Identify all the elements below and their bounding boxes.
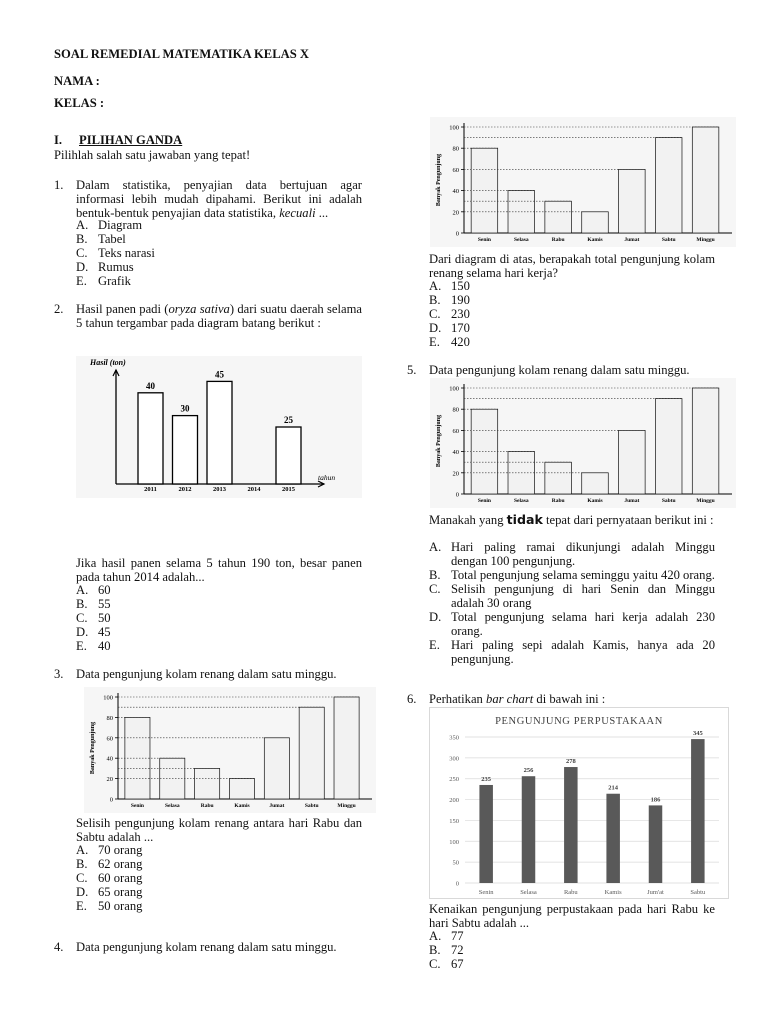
bar [173,416,198,484]
y-tick-label: 100 [103,694,113,702]
bar [276,427,301,484]
question-text-part: ... [318,206,329,220]
question-text [429,692,729,706]
question-text: Data pengunjung kolam renang dalam satu minggu. [76,667,337,681]
option-text: 50 orang [98,899,143,913]
q2-options [76,583,362,653]
option-letter: A. [76,218,89,232]
option[interactable] [76,246,362,260]
section-number: I. [54,133,63,147]
bar [471,148,498,233]
option-letter: C. [76,611,88,625]
question-followup [429,513,715,527]
option-letter: C. [429,307,441,321]
x-tick-label: 2011 [144,486,157,493]
option-letter: C. [76,246,88,260]
y-tick-label: 20 [106,776,113,784]
option-letter: B. [76,232,88,246]
y-tick-label: 80 [106,714,113,722]
question-text: Data pengunjung kolam renang dalam satu minggu. [76,940,337,954]
x-tick-label: Jum'at [647,889,664,896]
bar [545,201,572,233]
question-number: 2. [54,302,64,316]
question-followup: Kenaikan pengunjung perpustakaan pada hari Rabu ke hari Sabtu adalah ... [429,902,715,930]
x-tick-label: Jumat [624,237,640,243]
option[interactable] [76,274,362,288]
option[interactable] [429,293,715,307]
bar [691,739,705,883]
x-tick-label: Sabtu [661,237,676,243]
option-text: Diagram [98,218,143,232]
y-tick-label: 350 [449,734,459,742]
option[interactable] [429,540,715,568]
option-letter: D. [429,321,442,335]
option-letter: D. [76,260,89,274]
question-text-part: Dalam statistika, penyajian data bertujuan agar informasi lebih mudah dipahami. Berikut ini adalah bentuk-bentuk penyajian data statistika, [76,178,362,220]
perpustakaan-bar-chart [429,707,729,899]
x-axis-label: tahun [318,473,336,482]
option[interactable] [76,583,362,597]
question-text-emphasis: tidak [506,512,543,527]
y-tick-label: 20 [452,470,459,478]
option[interactable] [76,625,362,639]
option-letter: A. [429,929,442,943]
question-followup: Jika hasil panen selama 5 tahun 190 ton, besar panen pada tahun 2014 adalah... [76,556,362,584]
question-text-emphasis: oryza sativa [168,302,230,316]
bar [195,768,220,799]
question-number: 3. [54,667,64,681]
x-tick-label: Minggu [696,237,715,243]
question-text-part: Perhatikan [429,692,483,706]
option-text: 55 [98,597,111,611]
option-letter: B. [76,857,88,871]
x-tick-label: Senin [477,498,492,504]
x-tick-label: Senin [478,889,494,896]
y-tick-label: 40 [452,188,459,196]
option-letter: C. [429,957,441,971]
question-text-emphasis: bar chart [486,692,534,706]
y-tick-label: 80 [452,406,459,414]
option[interactable] [76,611,362,625]
y-tick-label: 80 [452,145,459,153]
chart-background [430,708,729,899]
x-tick-label: Kamis [234,803,250,809]
kelas-label: KELAS : [54,96,105,110]
bar [471,409,498,494]
option-text: 60 orang [98,871,143,885]
option-text: Hari paling sepi adalah Kamis, hanya ada 20 pengunjung. [451,638,715,666]
q3-options [76,843,362,913]
option-letter: C. [429,582,441,596]
y-tick-label: 20 [452,209,459,217]
data-label: 278 [565,758,576,766]
option-text: 65 orang [98,885,143,899]
q6-options [429,929,715,971]
kolam-bar-chart [430,117,736,247]
option-text: Teks narasi [98,246,155,260]
option-letter: E. [429,638,440,652]
option-text: 72 [451,943,464,957]
option-letter: A. [76,583,89,597]
y-tick-label: 250 [449,776,459,784]
y-tick-label: 60 [452,427,459,435]
question-text-part: di bawah ini : [536,692,606,706]
nama-label: NAMA : [54,74,100,88]
option-text: Tabel [98,232,126,246]
option-text: Grafik [98,274,131,288]
option[interactable] [76,871,362,885]
option[interactable] [429,929,715,943]
option-text: Total pengunjung selama hari kerja adalah 230 orang. [451,610,715,638]
x-tick-label: Minggu [696,498,715,504]
x-tick-label: Selasa [164,803,180,809]
y-axis-label: Banyak Pengunjung [436,414,442,468]
question-text-emphasis: kecuali [279,206,316,220]
bar [619,430,646,494]
bar [564,767,578,883]
kolam-bar-chart [84,687,376,813]
option[interactable] [76,639,362,653]
question-text-part: Manakah yang [429,513,504,527]
option-letter: E. [429,335,440,349]
option-text: 40 [98,639,111,653]
bar [655,399,682,494]
option-letter: A. [429,540,442,554]
option[interactable] [76,218,362,232]
option-text: 62 orang [98,857,143,871]
x-tick-label: Rabu [563,889,578,896]
option[interactable] [76,857,362,871]
option[interactable] [76,597,362,611]
x-tick-label: Rabu [551,237,565,243]
question-number: 6. [407,692,417,706]
option[interactable] [429,279,715,293]
x-tick-label: Minggu [337,803,356,809]
data-label: 30 [180,403,190,414]
y-tick-label: 0 [109,796,113,804]
option-letter: C. [76,871,88,885]
data-label: 214 [608,784,619,792]
question-text-part: Hasil panen padi ( [76,302,169,316]
option-text: 60 [98,583,111,597]
option[interactable] [429,582,715,610]
option[interactable] [76,843,362,857]
option-text: 230 [451,307,470,321]
x-tick-label: Kamis [604,889,622,896]
x-tick-label: Selasa [513,498,529,504]
q1-options [76,218,362,288]
y-tick-label: 100 [449,124,459,132]
x-tick-label: Rabu [200,803,214,809]
option[interactable] [429,568,715,582]
option[interactable] [76,232,362,246]
section-instruction: Pilihlah salah satu jawaban yang tepat! [54,148,251,162]
x-tick-label: 2014 [247,486,261,493]
y-tick-label: 40 [452,449,459,457]
y-tick-label: 100 [449,385,459,393]
option-letter: D. [76,625,89,639]
data-label: 45 [215,369,224,380]
x-tick-label: 2015 [282,486,295,493]
option-text: 150 [451,279,470,293]
option[interactable] [429,307,715,321]
bar [582,212,609,233]
option-text: 67 [451,957,464,971]
bar [582,473,609,494]
x-tick-label: Sabtu [661,498,676,504]
y-tick-label: 0 [455,491,459,499]
data-label: 235 [481,775,492,783]
y-axis-label: Banyak Pengunjung [90,721,96,775]
option-text: 77 [451,929,464,943]
option-text: 170 [451,321,470,335]
y-tick-label: 0 [455,880,459,888]
data-label: 256 [523,767,534,775]
y-tick-label: 200 [449,797,459,805]
option-letter: E. [76,639,87,653]
x-tick-label: Jumat [269,803,285,809]
bar [692,127,719,233]
x-tick-label: Selasa [513,237,529,243]
y-axis-label: Hasil (ton) [90,358,126,367]
option[interactable] [429,610,715,638]
y-tick-label: 60 [106,735,113,743]
chart-title: PENGUNJUNG PERPUSTAKAAN [495,716,663,727]
x-tick-label: Rabu [551,498,565,504]
option-text: Selisih pengunjung di hari Senin dan Minggu adalah 30 orang [451,582,715,610]
option-text: Hari paling ramai dikunjungi adalah Minggu dengan 100 pengunjung. [451,540,715,568]
document-title: SOAL REMEDIAL MATEMATIKA KELAS X [54,47,309,61]
q5-options [429,540,715,666]
q4-options [429,279,715,349]
x-tick-label: Selasa [520,889,537,896]
question-number: 1. [54,178,64,192]
panen-bar-chart [76,356,362,498]
option-letter: D. [76,885,89,899]
data-label: 186 [650,796,661,804]
x-tick-label: 2013 [213,486,226,493]
option-text: Rumus [98,260,134,274]
bar [606,794,620,883]
y-tick-label: 50 [452,859,459,867]
option-letter: A. [429,279,442,293]
x-tick-label: Senin [477,237,492,243]
bar [649,805,663,883]
x-tick-label: 2012 [178,486,192,493]
option-text: 70 orang [98,843,143,857]
y-tick-label: 40 [106,755,113,763]
option-text: 420 [451,335,470,349]
option-letter: E. [76,899,87,913]
option[interactable] [76,899,362,913]
question-followup: Selisih pengunjung kolam renang antara hari Rabu dan Sabtu adalah ... [76,816,362,844]
x-tick-label: Sabtu [304,803,319,809]
option[interactable] [429,335,715,349]
bar [138,393,163,484]
option-letter: D. [429,610,442,624]
y-tick-label: 0 [455,230,459,238]
option-letter: E. [76,274,87,288]
bar [692,388,719,494]
y-axis-label: Banyak Pengunjung [436,153,442,207]
bar [207,381,232,484]
bar [522,776,536,883]
question-text-part: tepat dari pernyataan berikut ini : [546,513,714,527]
kolam-bar-chart [430,378,736,508]
x-tick-label: Kamis [587,498,603,504]
y-tick-label: 300 [449,755,459,763]
option-text: 190 [451,293,470,307]
x-tick-label: Kamis [587,237,603,243]
question-number: 4. [54,940,64,954]
question-text [76,178,362,220]
question-text-part: ) dari suatu daerah selama 5 tahun tergambar pada diagram batang berikut : [76,302,362,330]
bar [264,738,289,799]
option-letter: A. [76,843,89,857]
option[interactable] [76,885,362,899]
data-label: 25 [284,415,293,425]
bar [545,462,572,494]
option[interactable] [429,638,715,666]
option-text: 50 [98,611,111,625]
bar [299,707,324,799]
bar [619,169,646,233]
bar [334,697,359,799]
question-followup: Dari diagram di atas, berapakah total pengunjung kolam renang selama hari kerja? [429,252,715,280]
question-number: 5. [407,363,417,377]
y-tick-label: 100 [449,838,459,846]
option-text: Total pengunjung selama seminggu yaitu 420 orang. [451,568,715,582]
bar [479,785,493,883]
y-tick-label: 60 [452,166,459,174]
y-tick-label: 150 [449,817,459,825]
option[interactable] [429,943,715,957]
bar [655,138,682,233]
data-label: 40 [146,380,155,391]
option-letter: B. [429,943,441,957]
data-label: 345 [692,730,703,738]
bar [229,779,254,799]
option-letter: B. [429,568,441,582]
x-tick-label: Senin [130,803,145,809]
option-text: 45 [98,625,111,639]
x-tick-label: Sabtu [690,889,706,896]
option[interactable] [76,260,362,274]
option-letter: B. [76,597,88,611]
option-letter: B. [429,293,441,307]
section-title: PILIHAN GANDA [79,133,183,147]
question-text: Data pengunjung kolam renang dalam satu minggu. [429,363,690,377]
option[interactable] [429,957,715,971]
x-tick-label: Jumat [624,498,640,504]
question-text [76,302,362,330]
option[interactable] [429,321,715,335]
